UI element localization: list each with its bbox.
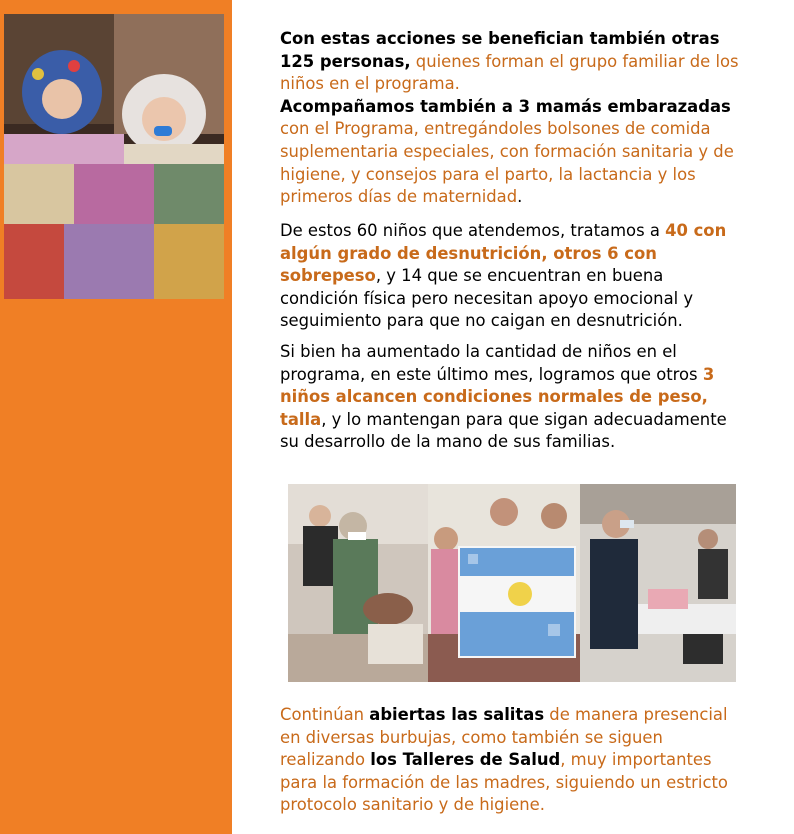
babies-photo bbox=[4, 14, 224, 299]
paragraph-workshops: Continúan abiertas las salitas de manera presencial en diversas burbujas, como también se siguen realizando los Talleres de Salud, muy importantes para la formación de las madres, siguiendo un estricto protocolo sanitario y de higiene. bbox=[280, 705, 728, 815]
paragraph-nutrition-status: De estos 60 niños que atendemos, tratamos a 40 con algún grado de desnutrición, otros 6 con sobrepeso, y 14 que se encuentran en buena condición física pero necesitan apoyo emocional y seguimiento para que no caigan en desnutrición. bbox=[280, 221, 727, 331]
paragraph-progress: Si bien ha aumentado la cantidad de niños en el programa, en este último mes, logramos que otros 3 niños alcancen condiciones normales de peso, talla, y lo mantengan para que sigan adecuadamente su desarrollo de la mano de sus familias. bbox=[280, 342, 727, 452]
paragraph-family-benefit: Con estas acciones se benefician también otras 125 personas, quienes forman el grupo familiar de los niños en el programa. Acompañamos también a 3 mamás embarazadas con el Programa, entregándoles bolsones de comida suplementaria especiales, con formación sanitaria y de higiene, y consejos para el parto, la lactancia y los primeros días de maternidad. bbox=[280, 29, 739, 207]
workshop-photo-collage bbox=[288, 484, 736, 682]
